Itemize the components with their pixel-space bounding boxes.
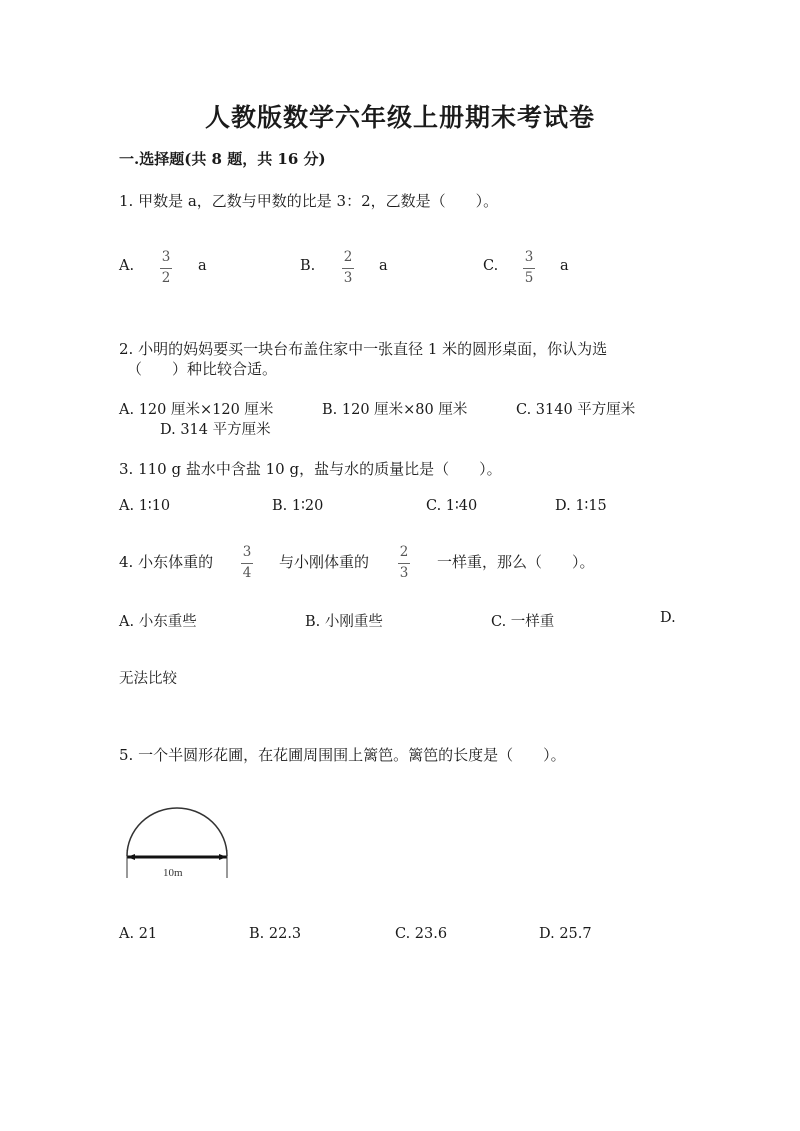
fraction-numerator: 3: [161, 249, 171, 265]
fraction-numerator: 3: [242, 544, 252, 560]
q1-option-a-fraction: [160, 251, 172, 285]
q2-option-d: D. 314 平方厘米: [160, 422, 271, 438]
q5-option-a: A. 21: [119, 926, 158, 942]
fraction-numerator: 3: [524, 249, 534, 265]
q1-option-c-label: C.: [483, 258, 499, 274]
q4-option-a: A. 小东重些: [119, 614, 197, 630]
q1-option-b-unit: a: [379, 258, 388, 274]
q5-option-c: C. 23.6: [395, 926, 448, 942]
question-4-text-part2: 与小刚体重的: [279, 553, 370, 571]
semicircle-figure: [115, 800, 240, 882]
question-4-text-part3: 一样重，那么（ ）。: [437, 553, 595, 571]
q2-option-b: B. 120 厘米×80 厘米: [322, 402, 468, 418]
q2-option-c: C. 3140 平方厘米: [516, 402, 636, 418]
q4-option-d-continued: 无法比较: [119, 671, 177, 687]
fraction-denominator: 3: [343, 269, 353, 286]
question-2-text-line1: 2. 小明的妈妈要买一块台布盖住家中一张直径 1 米的圆形桌面，你认为选: [119, 340, 608, 358]
q4-option-d: D.: [660, 610, 676, 626]
section-heading: 一.选择题(共 8 题，共 16 分): [119, 150, 326, 168]
q3-option-b: B. 1∶20: [272, 498, 324, 514]
q4-fraction-2: [398, 546, 410, 580]
fraction-denominator: 5: [524, 269, 534, 286]
q1-option-c-unit: a: [560, 258, 569, 274]
q5-option-b: B. 22.3: [249, 926, 302, 942]
fraction-denominator: 3: [399, 564, 409, 581]
q4-option-b: B. 小刚重些: [305, 614, 383, 630]
fraction-numerator: 2: [343, 249, 353, 265]
question-2-text-line2: （ ）种比较合适。: [127, 360, 278, 378]
fraction-numerator: 2: [399, 544, 409, 560]
q3-option-a: A. 1∶10: [119, 498, 171, 514]
figure-label: 10m: [163, 867, 183, 879]
question-1-text: 1. 甲数是 a，乙数与甲数的比是 3：2，乙数是（ ）。: [119, 192, 499, 210]
page-title: 人教版数学六年级上册期末考试卷: [204, 103, 595, 132]
q4-fraction-1: [241, 546, 253, 580]
q4-option-c: C. 一样重: [491, 614, 555, 630]
question-4-text-part1: 4. 小东体重的: [119, 553, 214, 571]
fraction-denominator: 4: [242, 564, 252, 581]
q1-option-a-label: A.: [119, 258, 135, 274]
q3-option-c: C. 1∶40: [426, 498, 478, 514]
q3-option-d: D. 1∶15: [555, 498, 607, 514]
q2-option-a: A. 120 厘米×120 厘米: [119, 402, 274, 418]
q1-option-b-label: B.: [300, 258, 316, 274]
question-3-text: 3. 110 g 盐水中含盐 10 g，盐与水的质量比是（ ）。: [119, 460, 502, 478]
q5-option-d: D. 25.7: [539, 926, 592, 942]
q1-option-b-fraction: [342, 251, 354, 285]
q1-option-c-fraction: [523, 251, 535, 285]
fraction-denominator: 2: [161, 269, 171, 286]
q1-option-a-unit: a: [198, 258, 207, 274]
question-5-text: 5. 一个半圆形花圃，在花圃周围围上篱笆。篱笆的长度是（ ）。: [119, 746, 566, 764]
